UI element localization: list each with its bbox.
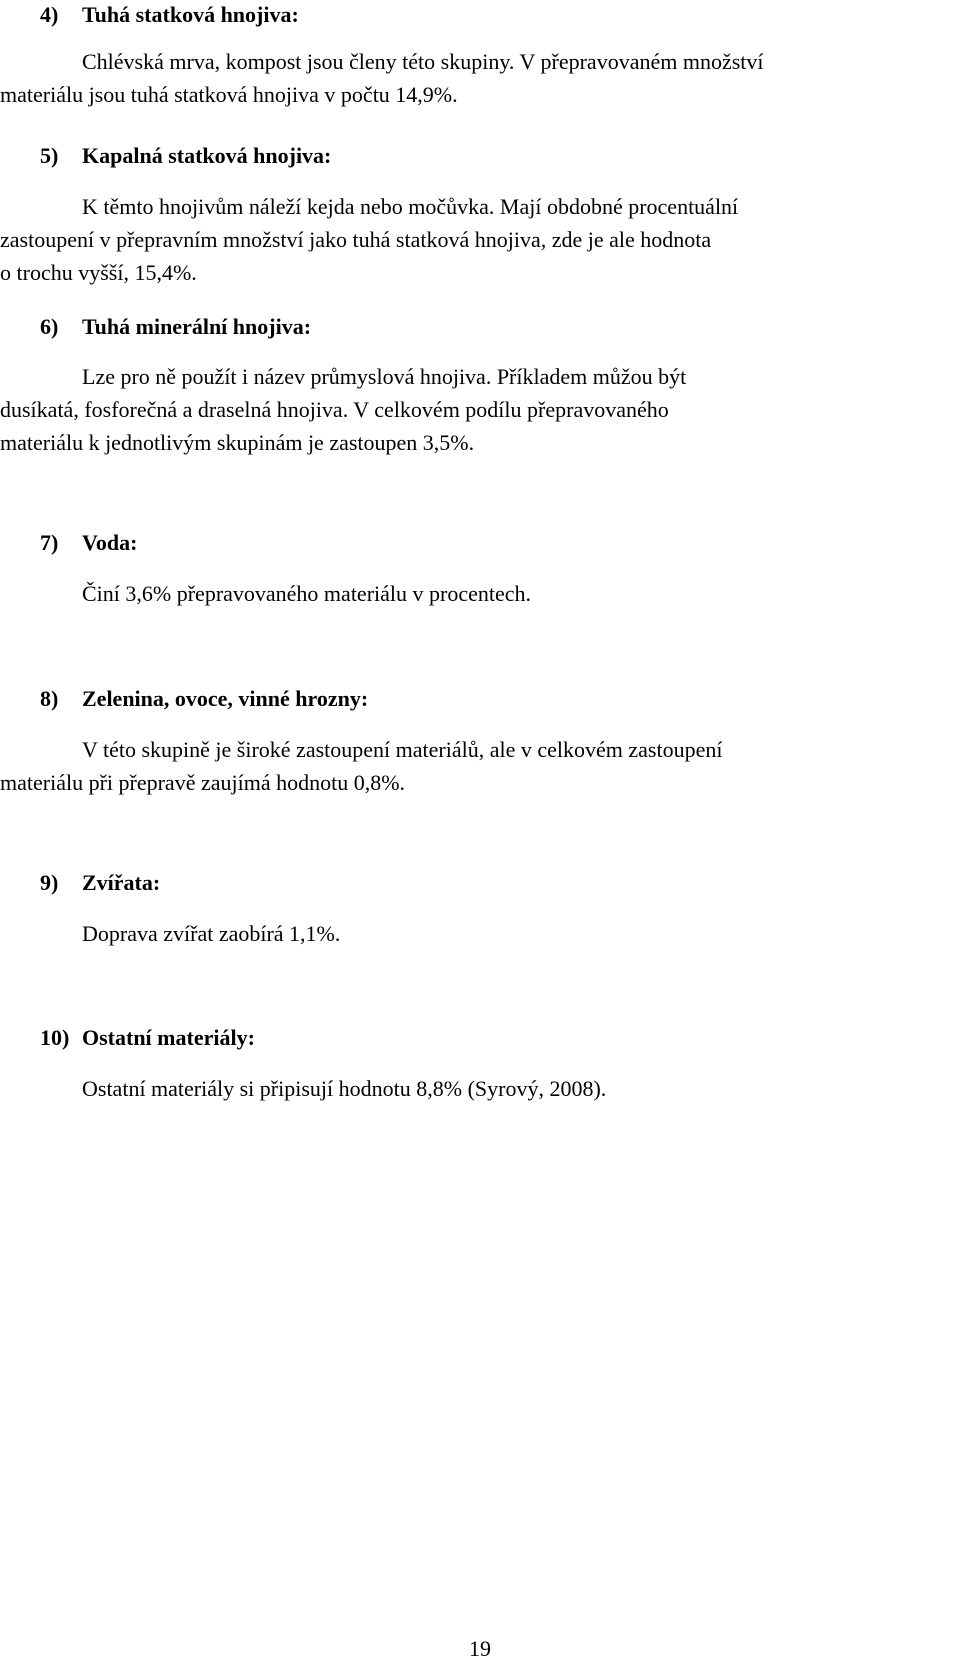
section-title: Tuhá minerální hnojiva: (82, 314, 312, 339)
section-title: Ostatní materiály: (82, 1025, 255, 1050)
section-paragraph-8 (0, 733, 956, 799)
section-number: 7) (40, 530, 59, 555)
section-heading-10 (40, 1025, 255, 1051)
paragraph-line: dusíkatá, fosforečná a draselná hnojiva. V celkovém podílu přepravovaného (0, 397, 669, 422)
section-number: 9) (40, 870, 59, 895)
section-heading-7 (40, 530, 137, 556)
section-number: 5) (40, 143, 59, 168)
section-heading-4 (40, 2, 299, 28)
paragraph-line: Ostatní materiály si připisují hodnotu 8,8% (Syrový, 2008). (82, 1076, 607, 1101)
page-number: 19 (469, 1636, 491, 1661)
paragraph-line: Chlévská mrva, kompost jsou členy této skupiny. V přepravovaném množství (82, 49, 764, 74)
paragraph-line: materiálu při přepravě zaujímá hodnotu 0,8%. (0, 770, 406, 795)
section-paragraph-7 (0, 577, 956, 610)
section-heading-6 (40, 314, 311, 340)
section-number: 8) (40, 686, 59, 711)
section-paragraph-4 (0, 45, 956, 111)
section-number: 6) (40, 314, 59, 339)
section-number: 4) (40, 2, 59, 27)
section-title: Kapalná statková hnojiva: (82, 143, 332, 168)
section-title: Zvířata: (82, 870, 161, 895)
section-paragraph-9 (0, 917, 956, 950)
paragraph-line: Lze pro ně použít i název průmyslová hnojiva. Příkladem můžou být (82, 364, 687, 389)
paragraph-line: materiálu jsou tuhá statková hnojiva v počtu 14,9%. (0, 82, 458, 107)
section-paragraph-6 (0, 360, 956, 459)
section-paragraph-5 (0, 190, 956, 289)
paragraph-line: Doprava zvířat zaobírá 1,1%. (82, 921, 341, 946)
section-title: Tuhá statková hnojiva: (82, 2, 299, 27)
section-title: Voda: (82, 530, 138, 555)
paragraph-line: materiálu k jednotlivým skupinám je zastoupen 3,5%. (0, 430, 475, 455)
section-paragraph-10 (0, 1072, 956, 1105)
paragraph-line: zastoupení v přepravním množství jako tuhá statková hnojiva, zde je ale hodnota (0, 227, 712, 252)
paragraph-line: Činí 3,6% přepravovaného materiálu v procentech. (82, 581, 532, 606)
paragraph-line: V této skupině je široké zastoupení materiálů, ale v celkovém zastoupení (82, 737, 723, 762)
section-heading-8 (40, 686, 368, 712)
paragraph-line: K těmto hnojivům náleží kejda nebo močůvka. Mají obdobné procentuální (82, 194, 739, 219)
section-number: 10) (40, 1025, 70, 1050)
paragraph-line: o trochu vyšší, 15,4%. (0, 260, 197, 285)
section-heading-9 (40, 870, 160, 896)
section-title: Zelenina, ovoce, vinné hrozny: (82, 686, 369, 711)
section-heading-5 (40, 143, 331, 169)
